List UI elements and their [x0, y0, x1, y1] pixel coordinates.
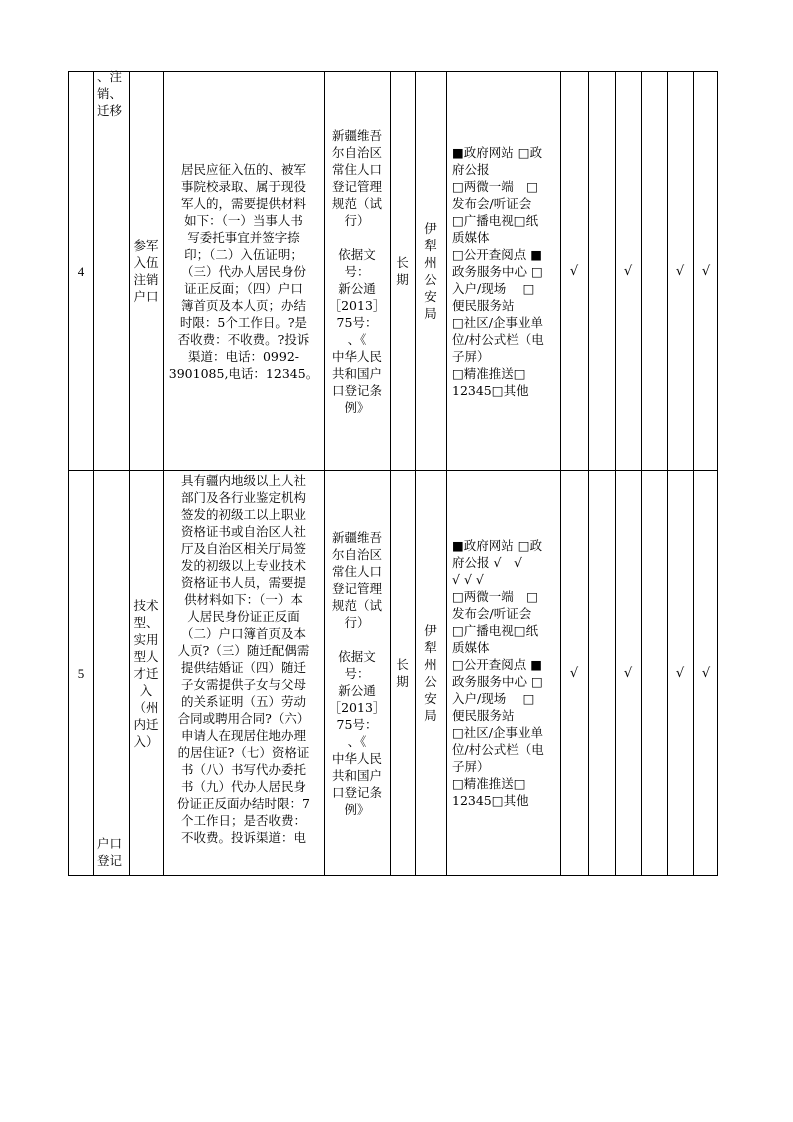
text-line: 犁	[424, 640, 437, 655]
text-line: 局	[424, 708, 437, 723]
text-line: □公开查阅点 ■	[452, 246, 543, 262]
text-line: 府公报 √ √	[452, 555, 522, 570]
text-line: 共和国户	[331, 365, 382, 381]
text-line: □两微一端 □	[452, 589, 539, 604]
check-mark: √	[701, 665, 711, 681]
cell-text	[169, 161, 318, 382]
text-line: 依据文	[338, 246, 376, 262]
text-line: 新公通	[338, 682, 376, 698]
text-line: 人居民身份证正反面	[187, 609, 300, 624]
text-line: 常住人口	[331, 161, 382, 177]
text-line: ［2013］	[328, 699, 386, 715]
text-line: 长	[396, 255, 409, 270]
disclosure-channels	[446, 471, 560, 875]
text-line: 规范（试	[331, 597, 382, 613]
text-line: 75号：	[336, 314, 378, 330]
text-line: 例》	[344, 399, 370, 415]
check-mark	[641, 72, 667, 470]
text-line: 安	[424, 691, 437, 706]
text-line: 簿首页及本人页；办结	[180, 297, 306, 313]
check-mark: √	[569, 665, 579, 681]
text-line: 、注	[97, 69, 123, 84]
text-line: 75号：	[336, 716, 378, 732]
check-mark	[588, 471, 615, 875]
text-line: 厅及自治区相关厅局签	[180, 541, 306, 556]
text-line: 军人的，需要提供材料	[180, 195, 306, 211]
text-line: 号：	[344, 665, 370, 681]
text-line: 中华人民	[331, 348, 382, 364]
text-line: （三）代办人居民身份	[180, 263, 306, 279]
cell-text	[97, 68, 122, 119]
text-line: 尔自治区	[331, 144, 382, 160]
text-line: 口登记条	[331, 382, 382, 398]
text-line: 政务服务中心 □	[452, 674, 543, 689]
text-line: 子女需提供子女与父母	[180, 677, 306, 692]
item-name	[129, 471, 163, 875]
text-line: 印；（二）入伍证明；	[184, 246, 303, 262]
text-line: 12345□其他	[452, 793, 529, 808]
row-number: 5	[77, 665, 85, 681]
text-line: 资格证书或自治区人社	[180, 524, 306, 539]
cell-text	[452, 537, 544, 809]
text-line: 居民应征入伍的、被军	[180, 161, 306, 177]
cell-text	[329, 127, 386, 416]
check-mark: √	[569, 263, 579, 279]
text-line: 新疆维吾	[331, 127, 382, 143]
text-line: □公开查阅点 ■	[452, 657, 543, 672]
text-line: 户口	[97, 836, 123, 851]
text-line: ■政府网站 □政	[452, 144, 543, 160]
text-line: 提供结婚证（四）随迁	[180, 660, 306, 675]
text-line: 行）	[344, 212, 370, 228]
text-line: 迁移	[97, 103, 123, 118]
text-line: 入户/现场 □	[452, 691, 535, 706]
text-line: 犁	[424, 238, 437, 253]
cell-text	[177, 472, 310, 846]
text-line: 口登记条	[331, 784, 382, 800]
text-line: 不收费。投诉渠道：电	[180, 830, 306, 845]
item-name	[129, 72, 163, 470]
text-line	[329, 229, 386, 246]
text-line: 签发的初级工以上职业	[180, 507, 306, 522]
check-mark: √	[623, 263, 633, 279]
text-line: 供材料如下：（一）本	[184, 592, 303, 607]
text-line: 内迁	[133, 716, 159, 732]
text-line: 申请人在现居住地办理	[180, 728, 306, 743]
text-line: 子屏）	[452, 348, 490, 364]
text-line: 发布会/听证会	[452, 606, 532, 621]
text-line: 府公报	[452, 161, 490, 177]
disclosure-channels	[446, 72, 560, 470]
text-line: 中华人民	[331, 750, 382, 766]
text-line: 入）	[133, 733, 159, 749]
text-line: 登记管理	[331, 580, 382, 596]
text-line: 依据文	[338, 648, 376, 664]
text-line: 尔自治区	[331, 546, 382, 562]
text-line: 入伍	[133, 255, 159, 270]
cell-text	[396, 254, 409, 288]
cell-text	[424, 622, 437, 724]
text-line: 便民服务站	[452, 708, 515, 723]
text-line: 州	[424, 255, 437, 270]
text-line: 期	[396, 674, 409, 689]
legal-basis	[324, 72, 390, 470]
text-line: 长	[396, 657, 409, 672]
table-row	[68, 71, 718, 471]
check-mark: √	[701, 263, 711, 279]
cell-text	[97, 835, 122, 869]
cell-text	[133, 237, 158, 305]
text-line: 户口	[133, 289, 159, 304]
text-line: □广播电视□纸	[452, 212, 539, 228]
text-line: （州	[133, 699, 159, 715]
text-line: 子屏）	[452, 759, 490, 774]
text-line: 事院校录取、属于现役	[180, 178, 306, 194]
category-fragment	[97, 835, 122, 869]
text-line: 质媒体	[452, 229, 490, 245]
disclosure-term	[390, 471, 415, 875]
text-line: 州	[424, 657, 437, 672]
text-line: □精准推送□	[452, 776, 526, 791]
text-line: 便民服务站	[452, 297, 515, 313]
item-content	[163, 72, 324, 470]
text-line: ［2013］	[328, 297, 386, 313]
text-line: 位/村公式栏（电	[452, 331, 544, 347]
text-line: 否收费：不收费。?投诉	[177, 331, 310, 347]
text-line: 证正反面；（四）户口	[184, 280, 303, 296]
text-line: □精准推送□	[452, 365, 526, 381]
text-line: 、《	[347, 733, 367, 749]
text-line: 写委托事宜并签字捺	[187, 229, 300, 245]
text-line	[329, 631, 386, 648]
text-line: □社区/企事业单	[452, 314, 544, 330]
text-line: 新疆维吾	[331, 529, 382, 545]
text-line: 型、	[133, 614, 159, 630]
text-line: 入户/现场 □	[452, 280, 535, 296]
text-line: 发的初级以上专业技术	[180, 558, 306, 573]
text-line: 行）	[344, 614, 370, 630]
text-line: 质媒体	[452, 640, 490, 655]
text-line: 具有疆内地级以上人社	[180, 473, 306, 488]
text-line: 的居住证?（七）资格证	[177, 745, 310, 760]
check-mark: √	[675, 263, 685, 279]
cell-text	[396, 656, 409, 690]
text-line: 资格证书人员，需要提	[180, 575, 306, 590]
text-line: 、《	[347, 331, 367, 347]
text-line: ■政府网站 □政	[452, 538, 543, 553]
text-line: 实用	[133, 631, 159, 647]
text-line: 位/村公式栏（电	[452, 742, 544, 757]
text-line: 入	[139, 682, 153, 698]
text-line: 共和国户	[331, 767, 382, 783]
text-line: □社区/企事业单	[452, 725, 544, 740]
check-mark: √	[675, 665, 685, 681]
text-line: 个工作日；是否收费：	[180, 813, 306, 828]
text-line: 伊	[424, 221, 437, 236]
text-line: 参军	[133, 238, 159, 253]
text-line: （二）户口簿首页及本	[180, 626, 306, 641]
text-line: 人页?（三）随迁配偶需	[177, 643, 310, 658]
text-line: □两微一端 □	[452, 178, 539, 194]
cell-text	[329, 529, 386, 818]
row-number: 4	[77, 263, 85, 279]
text-line: 份证正反面办结时限：7	[177, 796, 310, 811]
text-line: 技术	[133, 597, 159, 613]
text-line: 登记	[97, 853, 123, 868]
check-mark: √	[623, 665, 633, 681]
text-line: 常住人口	[331, 563, 382, 579]
check-mark	[588, 72, 615, 470]
text-line: 公	[424, 674, 437, 689]
text-line: 时限：5个工作日。?是	[179, 314, 308, 330]
cell-text	[424, 220, 437, 322]
text-line: 公	[424, 272, 437, 287]
text-line: 规范（试	[331, 195, 382, 211]
text-line: 伊	[424, 623, 437, 638]
text-line: 号：	[344, 263, 370, 279]
text-line: 合同或聘用合同?（六）	[177, 711, 310, 726]
text-line: 型人	[133, 648, 159, 664]
check-mark	[641, 471, 667, 875]
text-line: 政务服务中心 □	[452, 263, 543, 279]
category-fragment	[97, 68, 122, 119]
text-line: 3901085,电话：12345。	[168, 365, 319, 381]
disclosure-term	[390, 72, 415, 470]
text-line: 书（九）代办人居民身	[180, 779, 306, 794]
cell-text	[452, 144, 544, 399]
text-line: 销、	[97, 86, 123, 101]
responsible-agency	[415, 471, 446, 875]
text-line: 局	[424, 306, 437, 321]
table-row	[68, 470, 718, 876]
text-line: □广播电视□纸	[452, 623, 539, 638]
text-line: 注销	[133, 272, 159, 287]
text-line: 安	[424, 289, 437, 304]
text-line: 的关系证明（五）劳动	[180, 694, 306, 709]
item-content	[163, 471, 324, 875]
text-line: 例》	[344, 801, 370, 817]
responsible-agency	[415, 72, 446, 470]
text-line: 渠道：电话：0992-	[187, 348, 300, 364]
text-line: 新公通	[338, 280, 376, 296]
text-line: 书（八）书写代办委托	[180, 762, 306, 777]
text-line: 登记管理	[331, 178, 382, 194]
text-line: √ √ √	[452, 572, 484, 587]
text-line: 部门及各行业鉴定机构	[180, 490, 306, 505]
legal-basis	[324, 471, 390, 875]
text-line: 发布会/听证会	[452, 195, 532, 211]
cell-text	[133, 597, 158, 750]
text-line: 期	[396, 272, 409, 287]
text-line: 才迁	[133, 665, 159, 681]
text-line: 12345□其他	[452, 382, 529, 398]
text-line: 如下：（一）当事人书	[184, 212, 303, 228]
